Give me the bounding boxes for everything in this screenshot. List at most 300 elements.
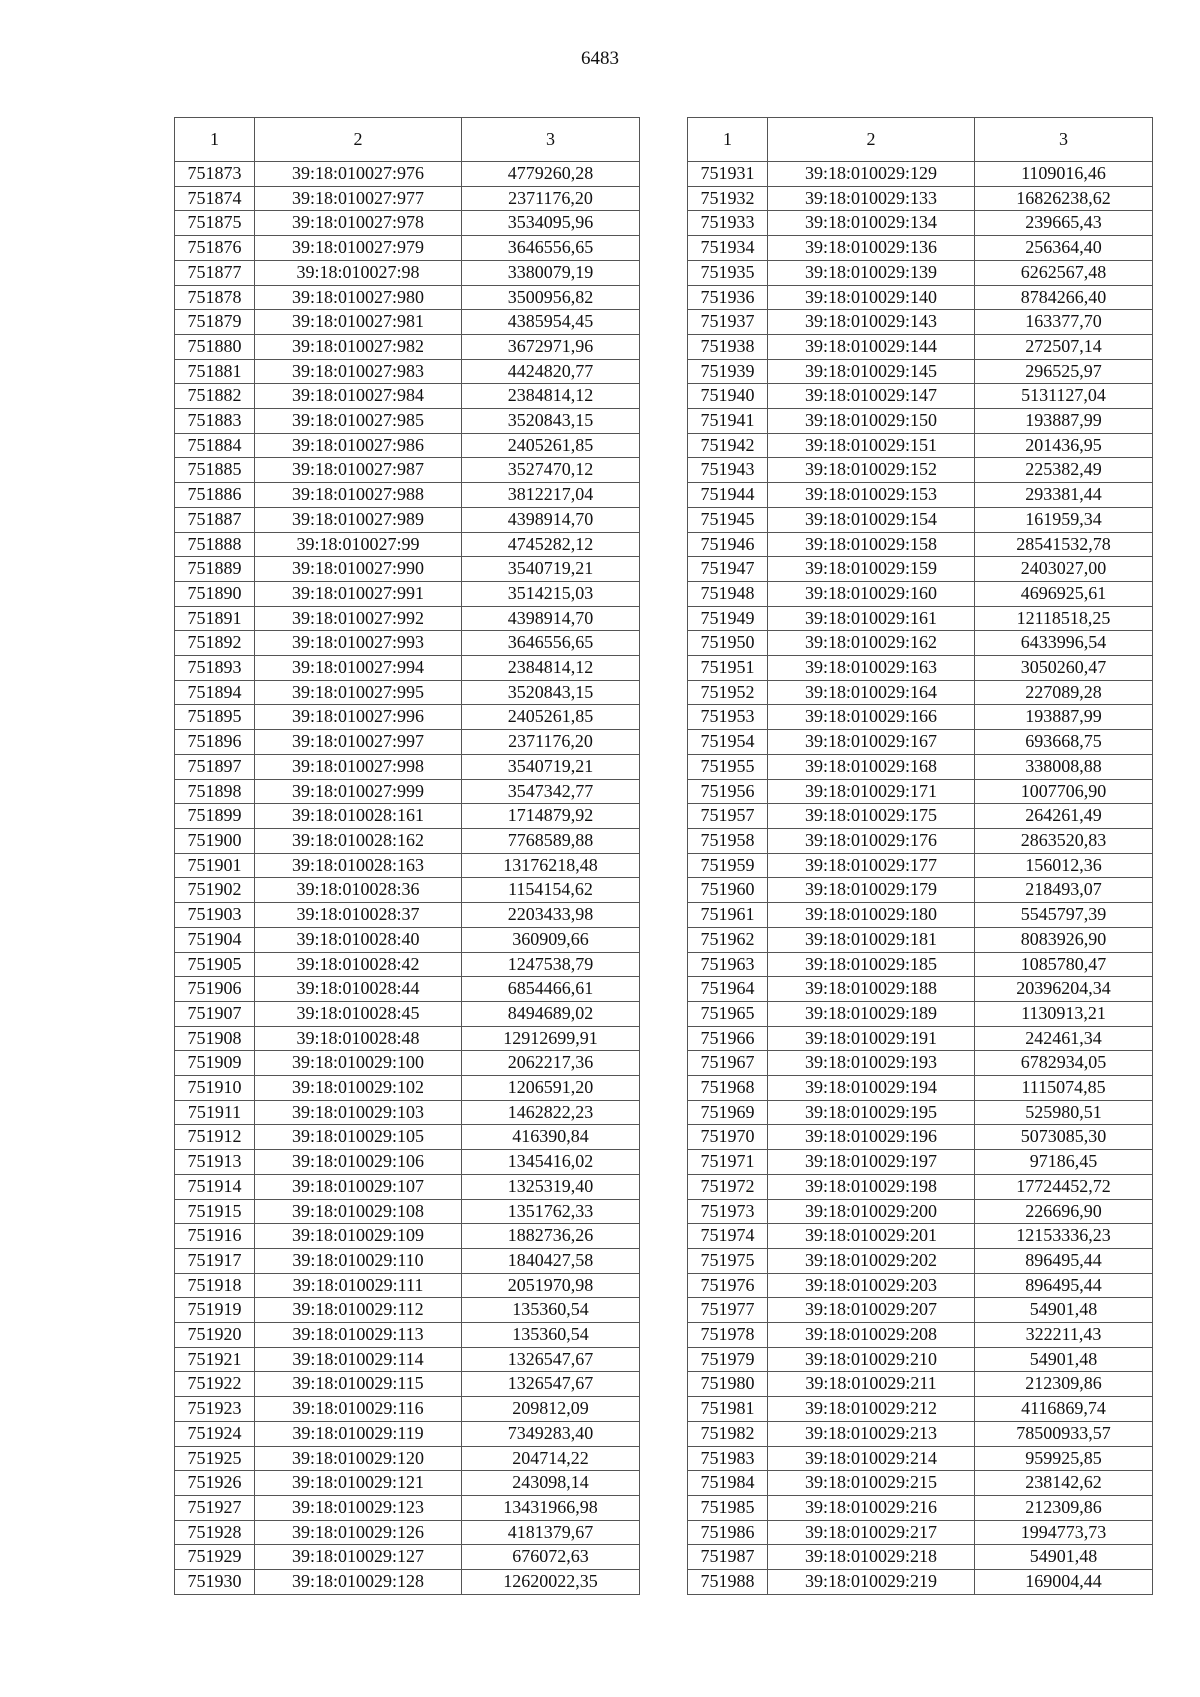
cadastral-number-cell: 39:18:010029:147	[768, 384, 975, 409]
value-cell: 3380079,19	[462, 260, 640, 285]
table-row	[175, 1026, 640, 1051]
table-row	[175, 458, 640, 483]
row-number-cell: 751931	[688, 162, 768, 187]
table-row	[175, 804, 640, 829]
cadastral-number-cell: 39:18:010029:107	[255, 1174, 462, 1199]
table-row	[688, 162, 1153, 187]
value-cell: 13431966,98	[462, 1495, 640, 1520]
row-number-cell: 751969	[688, 1100, 768, 1125]
cadastral-number-cell: 39:18:010029:109	[255, 1224, 462, 1249]
cadastral-number-cell: 39:18:010027:995	[255, 680, 462, 705]
table-row	[175, 483, 640, 508]
row-number-cell: 751909	[175, 1051, 255, 1076]
value-cell: 896495,44	[975, 1248, 1153, 1273]
value-cell: 1206591,20	[462, 1076, 640, 1101]
table-row	[175, 853, 640, 878]
value-cell: 227089,28	[975, 680, 1153, 705]
row-number-cell: 751920	[175, 1323, 255, 1348]
row-number-cell: 751876	[175, 236, 255, 261]
table-row	[175, 162, 640, 187]
value-cell: 1714879,92	[462, 804, 640, 829]
column-header-3: 3	[975, 118, 1153, 162]
right-table	[687, 117, 1153, 1595]
table-row	[175, 754, 640, 779]
cadastral-number-cell: 39:18:010027:976	[255, 162, 462, 187]
row-number-cell: 751887	[175, 507, 255, 532]
value-cell: 226696,90	[975, 1199, 1153, 1224]
table-row	[688, 1347, 1153, 1372]
row-number-cell: 751886	[175, 483, 255, 508]
table-row	[175, 1323, 640, 1348]
cadastral-number-cell: 39:18:010029:103	[255, 1100, 462, 1125]
value-cell: 3520843,15	[462, 409, 640, 434]
value-cell: 193887,99	[975, 705, 1153, 730]
value-cell: 3500956,82	[462, 285, 640, 310]
row-number-cell: 751908	[175, 1026, 255, 1051]
row-number-cell: 751952	[688, 680, 768, 705]
value-cell: 4424820,77	[462, 359, 640, 384]
row-number-cell: 751953	[688, 705, 768, 730]
table-row	[175, 1150, 640, 1175]
cadastral-number-cell: 39:18:010029:175	[768, 804, 975, 829]
left-table-header	[175, 118, 640, 162]
value-cell: 1462822,23	[462, 1100, 640, 1125]
cadastral-number-cell: 39:18:010029:181	[768, 927, 975, 952]
row-number-cell: 751949	[688, 606, 768, 631]
row-number-cell: 751899	[175, 804, 255, 829]
cadastral-number-cell: 39:18:010029:114	[255, 1347, 462, 1372]
row-number-cell: 751875	[175, 211, 255, 236]
table-row	[175, 1298, 640, 1323]
value-cell: 1840427,58	[462, 1248, 640, 1273]
table-row	[175, 1051, 640, 1076]
row-number-cell: 751942	[688, 433, 768, 458]
cadastral-number-cell: 39:18:010027:98	[255, 260, 462, 285]
header-row	[688, 118, 1153, 162]
value-cell: 28541532,78	[975, 532, 1153, 557]
table-row	[175, 557, 640, 582]
row-number-cell: 751940	[688, 384, 768, 409]
value-cell: 3672971,96	[462, 334, 640, 359]
table-row	[688, 581, 1153, 606]
cadastral-number-cell: 39:18:010029:152	[768, 458, 975, 483]
cadastral-number-cell: 39:18:010029:219	[768, 1570, 975, 1595]
value-cell: 193887,99	[975, 409, 1153, 434]
cadastral-number-cell: 39:18:010027:983	[255, 359, 462, 384]
table-row	[688, 1372, 1153, 1397]
row-number-cell: 751986	[688, 1520, 768, 1545]
value-cell: 4398914,70	[462, 606, 640, 631]
cadastral-number-cell: 39:18:010028:40	[255, 927, 462, 952]
table-row	[688, 1545, 1153, 1570]
value-cell: 1351762,33	[462, 1199, 640, 1224]
table-row	[175, 878, 640, 903]
row-number-cell: 751879	[175, 310, 255, 335]
row-number-cell: 751918	[175, 1273, 255, 1298]
row-number-cell: 751926	[175, 1471, 255, 1496]
cadastral-number-cell: 39:18:010029:159	[768, 557, 975, 582]
cadastral-number-cell: 39:18:010029:120	[255, 1446, 462, 1471]
row-number-cell: 751978	[688, 1323, 768, 1348]
table-row	[175, 285, 640, 310]
cadastral-number-cell: 39:18:010029:168	[768, 754, 975, 779]
cadastral-number-cell: 39:18:010029:108	[255, 1199, 462, 1224]
cadastral-number-cell: 39:18:010029:158	[768, 532, 975, 557]
cadastral-number-cell: 39:18:010029:140	[768, 285, 975, 310]
table-row	[688, 1520, 1153, 1545]
cadastral-number-cell: 39:18:010029:207	[768, 1298, 975, 1323]
cadastral-number-cell: 39:18:010027:981	[255, 310, 462, 335]
table-row	[175, 1421, 640, 1446]
table-row	[688, 186, 1153, 211]
cadastral-number-cell: 39:18:010029:150	[768, 409, 975, 434]
row-number-cell: 751925	[175, 1446, 255, 1471]
value-cell: 161959,34	[975, 507, 1153, 532]
row-number-cell: 751966	[688, 1026, 768, 1051]
cadastral-number-cell: 39:18:010029:216	[768, 1495, 975, 1520]
value-cell: 1247538,79	[462, 952, 640, 977]
value-cell: 5545797,39	[975, 903, 1153, 928]
value-cell: 3520843,15	[462, 680, 640, 705]
value-cell: 3646556,65	[462, 236, 640, 261]
value-cell: 54901,48	[975, 1545, 1153, 1570]
row-number-cell: 751890	[175, 581, 255, 606]
row-number-cell: 751882	[175, 384, 255, 409]
table-row	[688, 260, 1153, 285]
cadastral-number-cell: 39:18:010027:990	[255, 557, 462, 582]
table-row	[175, 186, 640, 211]
left-table	[174, 117, 640, 1595]
table-row	[688, 903, 1153, 928]
value-cell: 12620022,35	[462, 1570, 640, 1595]
row-number-cell: 751965	[688, 1001, 768, 1026]
value-cell: 1326547,67	[462, 1372, 640, 1397]
value-cell: 3534095,96	[462, 211, 640, 236]
table-row	[688, 458, 1153, 483]
row-number-cell: 751883	[175, 409, 255, 434]
cadastral-number-cell: 39:18:010027:982	[255, 334, 462, 359]
row-number-cell: 751888	[175, 532, 255, 557]
column-header-1: 1	[175, 118, 255, 162]
table-row	[688, 606, 1153, 631]
value-cell: 12912699,91	[462, 1026, 640, 1051]
cadastral-number-cell: 39:18:010029:177	[768, 853, 975, 878]
value-cell: 242461,34	[975, 1026, 1153, 1051]
table-row	[688, 1076, 1153, 1101]
table-row	[175, 680, 640, 705]
cadastral-number-cell: 39:18:010029:145	[768, 359, 975, 384]
row-number-cell: 751873	[175, 162, 255, 187]
row-number-cell: 751902	[175, 878, 255, 903]
cadastral-number-cell: 39:18:010029:191	[768, 1026, 975, 1051]
table-row	[175, 1570, 640, 1595]
value-cell: 1085780,47	[975, 952, 1153, 977]
table-row	[688, 532, 1153, 557]
row-number-cell: 751985	[688, 1495, 768, 1520]
cadastral-number-cell: 39:18:010029:100	[255, 1051, 462, 1076]
table-row	[688, 927, 1153, 952]
cadastral-number-cell: 39:18:010029:161	[768, 606, 975, 631]
value-cell: 135360,54	[462, 1323, 640, 1348]
row-number-cell: 751892	[175, 631, 255, 656]
row-number-cell: 751964	[688, 977, 768, 1002]
cadastral-number-cell: 39:18:010027:989	[255, 507, 462, 532]
cadastral-number-cell: 39:18:010029:133	[768, 186, 975, 211]
row-number-cell: 751916	[175, 1224, 255, 1249]
cadastral-number-cell: 39:18:010029:189	[768, 1001, 975, 1026]
cadastral-number-cell: 39:18:010027:991	[255, 581, 462, 606]
value-cell: 54901,48	[975, 1298, 1153, 1323]
row-number-cell: 751910	[175, 1076, 255, 1101]
value-cell: 212309,86	[975, 1372, 1153, 1397]
cadastral-number-cell: 39:18:010027:978	[255, 211, 462, 236]
cadastral-number-cell: 39:18:010029:208	[768, 1323, 975, 1348]
value-cell: 1994773,73	[975, 1520, 1153, 1545]
table-row	[688, 1150, 1153, 1175]
row-number-cell: 751958	[688, 828, 768, 853]
value-cell: 4116869,74	[975, 1397, 1153, 1422]
cadastral-number-cell: 39:18:010029:113	[255, 1323, 462, 1348]
row-number-cell: 751904	[175, 927, 255, 952]
row-number-cell: 751945	[688, 507, 768, 532]
cadastral-number-cell: 39:18:010029:115	[255, 1372, 462, 1397]
row-number-cell: 751981	[688, 1397, 768, 1422]
value-cell: 2384814,12	[462, 384, 640, 409]
table-row	[175, 977, 640, 1002]
cadastral-number-cell: 39:18:010029:144	[768, 334, 975, 359]
row-number-cell: 751959	[688, 853, 768, 878]
value-cell: 3547342,77	[462, 779, 640, 804]
value-cell: 1154154,62	[462, 878, 640, 903]
row-number-cell: 751907	[175, 1001, 255, 1026]
header-row	[175, 118, 640, 162]
row-number-cell: 751975	[688, 1248, 768, 1273]
value-cell: 2371176,20	[462, 186, 640, 211]
row-number-cell: 751944	[688, 483, 768, 508]
cadastral-number-cell: 39:18:010027:977	[255, 186, 462, 211]
cadastral-number-cell: 39:18:010029:129	[768, 162, 975, 187]
cadastral-number-cell: 39:18:010027:997	[255, 730, 462, 755]
table-row	[175, 507, 640, 532]
cadastral-number-cell: 39:18:010029:128	[255, 1570, 462, 1595]
cadastral-number-cell: 39:18:010029:180	[768, 903, 975, 928]
table-row	[688, 730, 1153, 755]
value-cell: 243098,14	[462, 1471, 640, 1496]
right-table-body	[688, 162, 1153, 1595]
cadastral-number-cell: 39:18:010027:999	[255, 779, 462, 804]
value-cell: 17724452,72	[975, 1174, 1153, 1199]
table-row	[688, 1323, 1153, 1348]
value-cell: 1130913,21	[975, 1001, 1153, 1026]
value-cell: 8083926,90	[975, 927, 1153, 952]
row-number-cell: 751923	[175, 1397, 255, 1422]
cadastral-number-cell: 39:18:010029:211	[768, 1372, 975, 1397]
cadastral-number-cell: 39:18:010027:992	[255, 606, 462, 631]
row-number-cell: 751874	[175, 186, 255, 211]
cadastral-number-cell: 39:18:010029:163	[768, 656, 975, 681]
cadastral-number-cell: 39:18:010028:163	[255, 853, 462, 878]
cadastral-number-cell: 39:18:010029:217	[768, 1520, 975, 1545]
row-number-cell: 751960	[688, 878, 768, 903]
cadastral-number-cell: 39:18:010027:984	[255, 384, 462, 409]
cadastral-number-cell: 39:18:010029:179	[768, 878, 975, 903]
value-cell: 4696925,61	[975, 581, 1153, 606]
value-cell: 896495,44	[975, 1273, 1153, 1298]
row-number-cell: 751932	[688, 186, 768, 211]
row-number-cell: 751979	[688, 1347, 768, 1372]
value-cell: 8494689,02	[462, 1001, 640, 1026]
table-row	[175, 1001, 640, 1026]
table-row	[175, 1495, 640, 1520]
value-cell: 6262567,48	[975, 260, 1153, 285]
row-number-cell: 751930	[175, 1570, 255, 1595]
cadastral-number-cell: 39:18:010027:979	[255, 236, 462, 261]
value-cell: 959925,85	[975, 1446, 1153, 1471]
table-row	[175, 1545, 640, 1570]
table-row	[175, 1248, 640, 1273]
row-number-cell: 751913	[175, 1150, 255, 1175]
value-cell: 360909,66	[462, 927, 640, 952]
cadastral-number-cell: 39:18:010027:985	[255, 409, 462, 434]
row-number-cell: 751971	[688, 1150, 768, 1175]
row-number-cell: 751987	[688, 1545, 768, 1570]
row-number-cell: 751906	[175, 977, 255, 1002]
cadastral-number-cell: 39:18:010029:201	[768, 1224, 975, 1249]
value-cell: 3527470,12	[462, 458, 640, 483]
cadastral-number-cell: 39:18:010029:153	[768, 483, 975, 508]
value-cell: 3812217,04	[462, 483, 640, 508]
table-row	[175, 828, 640, 853]
row-number-cell: 751943	[688, 458, 768, 483]
row-number-cell: 751984	[688, 1471, 768, 1496]
table-row	[688, 952, 1153, 977]
value-cell: 4779260,28	[462, 162, 640, 187]
table-row	[688, 631, 1153, 656]
row-number-cell: 751885	[175, 458, 255, 483]
value-cell: 5073085,30	[975, 1125, 1153, 1150]
value-cell: 3540719,21	[462, 557, 640, 582]
row-number-cell: 751946	[688, 532, 768, 557]
table-row	[688, 705, 1153, 730]
table-row	[175, 1100, 640, 1125]
table-row	[175, 310, 640, 335]
table-row	[688, 1001, 1153, 1026]
value-cell: 3050260,47	[975, 656, 1153, 681]
row-number-cell: 751889	[175, 557, 255, 582]
cadastral-number-cell: 39:18:010028:44	[255, 977, 462, 1002]
table-row	[688, 828, 1153, 853]
row-number-cell: 751963	[688, 952, 768, 977]
table-row	[688, 507, 1153, 532]
table-row	[175, 1372, 640, 1397]
cadastral-number-cell: 39:18:010029:162	[768, 631, 975, 656]
cadastral-number-cell: 39:18:010029:105	[255, 1125, 462, 1150]
cadastral-number-cell: 39:18:010029:197	[768, 1150, 975, 1175]
row-number-cell: 751951	[688, 656, 768, 681]
row-number-cell: 751881	[175, 359, 255, 384]
page-number: 6483	[581, 48, 619, 69]
table-row	[175, 1446, 640, 1471]
row-number-cell: 751941	[688, 409, 768, 434]
table-row	[175, 903, 640, 928]
cadastral-number-cell: 39:18:010029:123	[255, 1495, 462, 1520]
table-row	[688, 557, 1153, 582]
table-row	[175, 1273, 640, 1298]
cadastral-number-cell: 39:18:010028:36	[255, 878, 462, 903]
row-number-cell: 751936	[688, 285, 768, 310]
row-number-cell: 751968	[688, 1076, 768, 1101]
cadastral-number-cell: 39:18:010029:139	[768, 260, 975, 285]
table-row	[175, 409, 640, 434]
table-row	[175, 606, 640, 631]
table-row	[175, 1174, 640, 1199]
cadastral-number-cell: 39:18:010029:196	[768, 1125, 975, 1150]
cadastral-number-cell: 39:18:010029:167	[768, 730, 975, 755]
cadastral-number-cell: 39:18:010029:188	[768, 977, 975, 1002]
value-cell: 6854466,61	[462, 977, 640, 1002]
row-number-cell: 751976	[688, 1273, 768, 1298]
cadastral-number-cell: 39:18:010029:185	[768, 952, 975, 977]
table-row	[175, 1125, 640, 1150]
cadastral-number-cell: 39:18:010029:171	[768, 779, 975, 804]
cadastral-number-cell: 39:18:010029:154	[768, 507, 975, 532]
table-row	[688, 334, 1153, 359]
table-row	[688, 1570, 1153, 1595]
cadastral-number-cell: 39:18:010029:102	[255, 1076, 462, 1101]
column-header-3: 3	[462, 118, 640, 162]
value-cell: 1882736,26	[462, 1224, 640, 1249]
row-number-cell: 751877	[175, 260, 255, 285]
row-number-cell: 751972	[688, 1174, 768, 1199]
value-cell: 525980,51	[975, 1100, 1153, 1125]
table-row	[688, 779, 1153, 804]
row-number-cell: 751878	[175, 285, 255, 310]
cadastral-number-cell: 39:18:010028:42	[255, 952, 462, 977]
row-number-cell: 751939	[688, 359, 768, 384]
row-number-cell: 751973	[688, 1199, 768, 1224]
value-cell: 239665,43	[975, 211, 1153, 236]
row-number-cell: 751903	[175, 903, 255, 928]
value-cell: 7768589,88	[462, 828, 640, 853]
row-number-cell: 751947	[688, 557, 768, 582]
value-cell: 2403027,00	[975, 557, 1153, 582]
row-number-cell: 751924	[175, 1421, 255, 1446]
value-cell: 16826238,62	[975, 186, 1153, 211]
table-row	[175, 581, 640, 606]
table-row	[175, 334, 640, 359]
row-number-cell: 751922	[175, 1372, 255, 1397]
cadastral-number-cell: 39:18:010027:988	[255, 483, 462, 508]
value-cell: 78500933,57	[975, 1421, 1153, 1446]
row-number-cell: 751914	[175, 1174, 255, 1199]
cadastral-number-cell: 39:18:010027:980	[255, 285, 462, 310]
row-number-cell: 751891	[175, 606, 255, 631]
row-number-cell: 751895	[175, 705, 255, 730]
value-cell: 338008,88	[975, 754, 1153, 779]
row-number-cell: 751912	[175, 1125, 255, 1150]
value-cell: 7349283,40	[462, 1421, 640, 1446]
table-row	[175, 433, 640, 458]
cadastral-number-cell: 39:18:010029:126	[255, 1520, 462, 1545]
cadastral-number-cell: 39:18:010028:45	[255, 1001, 462, 1026]
row-number-cell: 751974	[688, 1224, 768, 1249]
row-number-cell: 751921	[175, 1347, 255, 1372]
value-cell: 4181379,67	[462, 1520, 640, 1545]
value-cell: 2203433,98	[462, 903, 640, 928]
table-row	[688, 1421, 1153, 1446]
cadastral-number-cell: 39:18:010029:212	[768, 1397, 975, 1422]
row-number-cell: 751962	[688, 927, 768, 952]
